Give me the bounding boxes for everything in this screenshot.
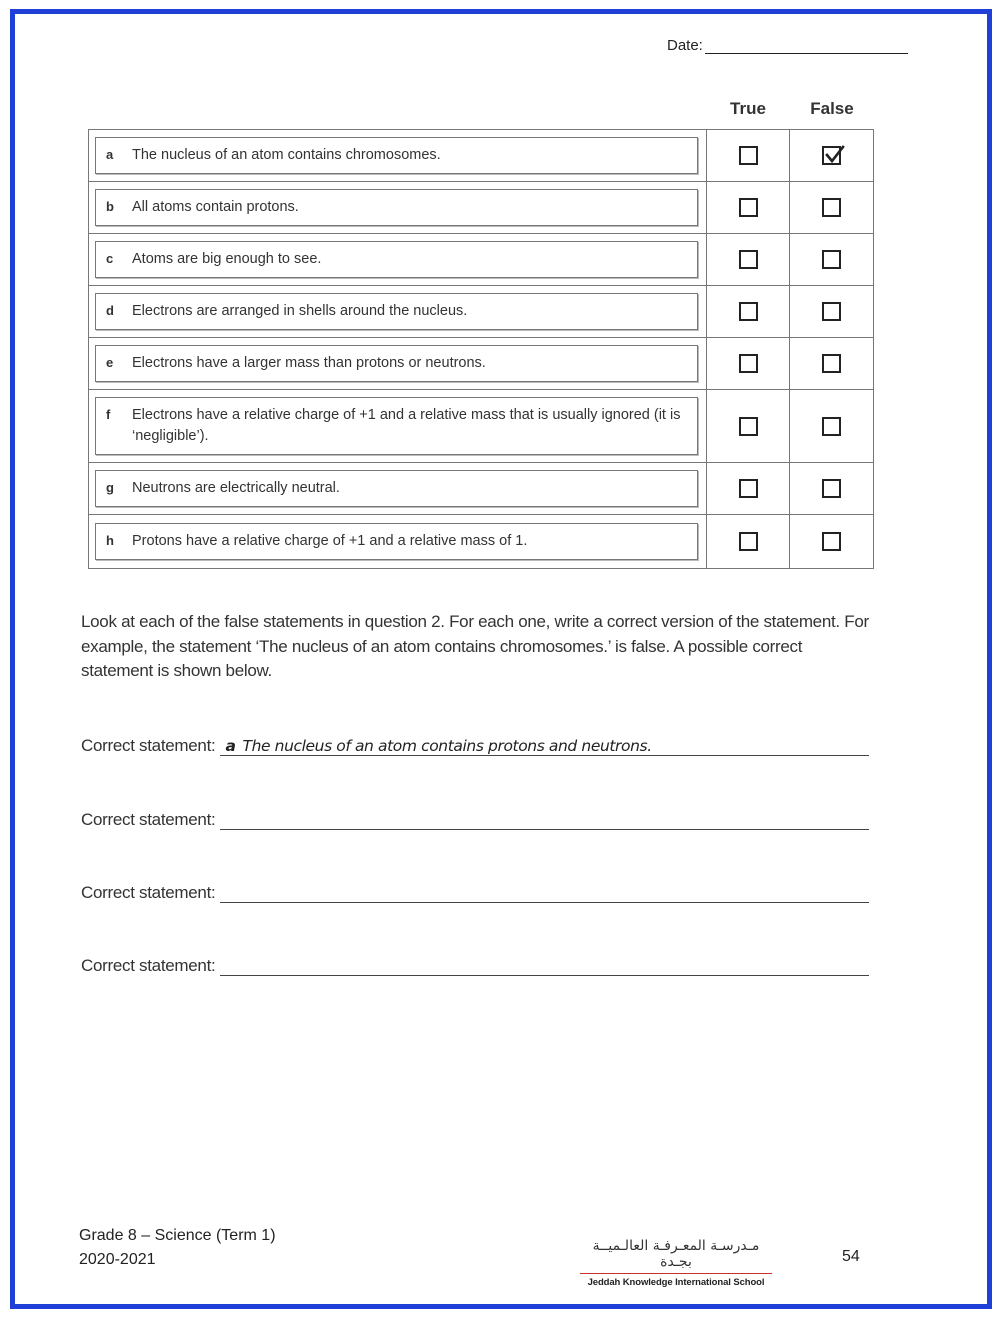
- statement-row: [89, 338, 873, 390]
- date-label: Date:: [667, 37, 703, 54]
- statement-row: [89, 515, 873, 568]
- false-checkbox-g[interactable]: [822, 479, 841, 498]
- correct-statement-input[interactable]: [220, 953, 869, 976]
- page-number: 54: [842, 1248, 860, 1265]
- footer-year: 2020-2021: [79, 1251, 156, 1268]
- false-cell: [790, 234, 873, 285]
- statement-letter: e: [106, 355, 114, 370]
- false-cell: [790, 390, 873, 462]
- correct-statement-label: Correct statement:: [81, 883, 216, 902]
- false-checkbox-b[interactable]: [822, 198, 841, 217]
- false-column-header: False: [810, 99, 854, 118]
- statement-box: [95, 470, 698, 507]
- true-false-table: [88, 129, 874, 569]
- false-checkbox-h[interactable]: [822, 532, 841, 551]
- statement-cell: [89, 390, 707, 462]
- true-cell: [707, 234, 790, 285]
- false-cell: [790, 182, 873, 233]
- footer-course-info: [79, 1224, 276, 1272]
- statement-letter: f: [106, 407, 111, 422]
- statement-row: [89, 182, 873, 234]
- true-checkbox-e[interactable]: [739, 354, 758, 373]
- false-cell: [790, 130, 873, 181]
- statement-letter: g: [106, 480, 114, 495]
- true-column-header: True: [730, 99, 766, 118]
- correct-statement-row: [81, 807, 871, 830]
- true-checkbox-g[interactable]: [739, 479, 758, 498]
- false-checkbox-c[interactable]: [822, 250, 841, 269]
- statement-row: [89, 463, 873, 515]
- false-checkbox-f[interactable]: [822, 417, 841, 436]
- true-checkbox-h[interactable]: [739, 532, 758, 551]
- statement-cell: [89, 130, 707, 181]
- false-checkbox-a[interactable]: [822, 146, 841, 165]
- correct-statement-row: [81, 953, 871, 976]
- statement-text: Atoms are big enough to see.: [132, 251, 322, 267]
- answer-sentence: The nucleus of an atom contains protons and neutrons.: [242, 737, 652, 755]
- statement-text: Protons have a relative charge of +1 and a relative mass of 1.: [132, 533, 528, 549]
- false-cell: [790, 515, 873, 568]
- statement-text: Electrons have a larger mass than protons or neutrons.: [132, 355, 486, 371]
- statement-row: [89, 130, 873, 182]
- true-cell: [707, 130, 790, 181]
- false-cell: [790, 338, 873, 389]
- true-cell: [707, 515, 790, 568]
- true-cell: [707, 286, 790, 337]
- checkmark-icon: [823, 145, 845, 167]
- statement-row: [89, 234, 873, 286]
- statement-cell: [89, 463, 707, 514]
- statement-text: All atoms contain protons.: [132, 199, 299, 215]
- statement-letter: h: [106, 533, 114, 548]
- statement-cell: [89, 515, 707, 568]
- statement-box: [95, 241, 698, 278]
- correct-statement-label: Correct statement:: [81, 736, 216, 755]
- statement-box: [95, 293, 698, 330]
- false-cell: [790, 286, 873, 337]
- statement-cell: [89, 338, 707, 389]
- statement-box: [95, 137, 698, 174]
- statement-cell: [89, 182, 707, 233]
- false-checkbox-d[interactable]: [822, 302, 841, 321]
- true-checkbox-c[interactable]: [739, 250, 758, 269]
- true-cell: [707, 463, 790, 514]
- date-field: [667, 37, 908, 54]
- school-name-arabic: مـدرسـة المعـرفـة العالـميــة بجـدة: [580, 1238, 772, 1274]
- statement-box: [95, 523, 698, 560]
- correct-statement-input[interactable]: [220, 807, 869, 830]
- true-cell: [707, 338, 790, 389]
- date-input-line[interactable]: [705, 37, 908, 54]
- true-checkbox-f[interactable]: [739, 417, 758, 436]
- statement-box: [95, 189, 698, 226]
- true-checkbox-d[interactable]: [739, 302, 758, 321]
- answer-text: [225, 737, 651, 755]
- statement-letter: c: [106, 251, 114, 266]
- statement-box: [95, 397, 698, 455]
- statement-letter: b: [106, 199, 114, 214]
- school-name-english: Jeddah Knowledge International School: [587, 1277, 765, 1288]
- statement-text: The nucleus of an atom contains chromosomes.: [132, 147, 441, 163]
- footer-course: Grade 8 – Science (Term 1): [79, 1227, 276, 1244]
- statement-text: Neutrons are electrically neutral.: [132, 480, 340, 496]
- false-cell: [790, 463, 873, 514]
- false-checkbox-e[interactable]: [822, 354, 841, 373]
- correct-statement-row: [81, 880, 871, 903]
- statement-text: Electrons are arranged in shells around the nucleus.: [132, 303, 468, 319]
- true-checkbox-a[interactable]: [739, 146, 758, 165]
- instructions-text: Look at each of the false statements in question 2. For each one, write a correct version of the statement. For example, the statement ‘The nucleus of an atom contains chromosomes.’ is false. A possible correct statement is shown below.: [81, 612, 869, 680]
- statement-row: [89, 390, 873, 463]
- true-checkbox-b[interactable]: [739, 198, 758, 217]
- true-cell: [707, 182, 790, 233]
- answer-letter: a: [225, 737, 236, 755]
- school-logo: [580, 1238, 772, 1288]
- statement-cell: [89, 286, 707, 337]
- correct-statement-label: Correct statement:: [81, 810, 216, 829]
- statement-row: [89, 286, 873, 338]
- statement-letter: a: [106, 147, 114, 162]
- correct-statement-input[interactable]: [220, 880, 869, 903]
- true-cell: [707, 390, 790, 462]
- correct-statement-label: Correct statement:: [81, 956, 216, 975]
- correct-statement-input[interactable]: [220, 733, 869, 756]
- correct-statement-row: [81, 733, 871, 756]
- statement-letter: d: [106, 303, 114, 318]
- statement-cell: [89, 234, 707, 285]
- statement-text: Electrons have a relative charge of +1 and a relative mass that is usually ignored (it is ‘negligible’).: [132, 407, 681, 444]
- statement-box: [95, 345, 698, 382]
